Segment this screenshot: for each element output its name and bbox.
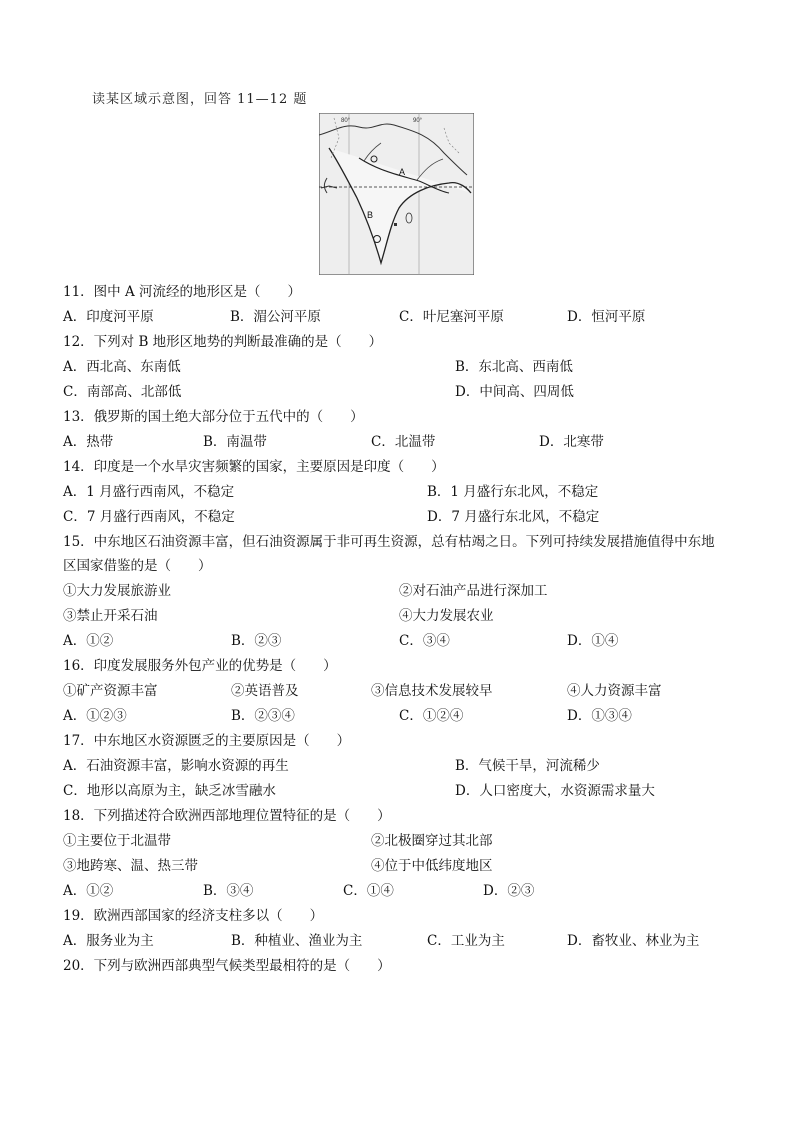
question-16-statement-2: ②英语普及 <box>231 683 299 699</box>
question-17-stem: 17．中东地区水资源匮乏的主要原因是（ ） <box>63 733 351 749</box>
question-18-option-b[interactable]: B．③④ <box>203 883 254 899</box>
question-18-option-d[interactable]: D．②③ <box>483 883 535 899</box>
question-15-option-c[interactable]: C．③④ <box>399 633 450 649</box>
question-16-statement-4: ④人力资源丰富 <box>567 683 662 699</box>
question-18-statement-4: ④位于中低纬度地区 <box>371 858 493 874</box>
question-18-statement-3: ③地跨寒、温、热三带 <box>63 858 198 874</box>
question-12-option-a[interactable]: A．西北高、东南低 <box>63 359 181 375</box>
question-15-statement-4: ④大力发展农业 <box>399 608 494 624</box>
map-label-b: B <box>367 210 374 220</box>
question-15-stem-line2: 区国家借鉴的是（ ） <box>63 558 212 574</box>
question-13-stem: 13．俄罗斯的国土绝大部分位于五代中的（ ） <box>63 409 364 425</box>
region-map <box>319 113 474 275</box>
question-11-option-b[interactable]: B．湄公河平原 <box>230 309 321 325</box>
question-13-option-a[interactable]: A．热带 <box>63 434 114 450</box>
question-13-option-b[interactable]: B．南温带 <box>203 434 267 450</box>
question-15-statement-3: ③禁止开采石油 <box>63 608 158 624</box>
question-16-option-a[interactable]: A．①②③ <box>63 708 127 724</box>
question-14-option-c[interactable]: C．7 月盛行西南风，不稳定 <box>63 509 235 525</box>
question-11-option-c[interactable]: C．叶尼塞河平原 <box>399 309 504 325</box>
question-13-option-c[interactable]: C．北温带 <box>371 434 436 450</box>
question-16-statement-1: ①矿产资源丰富 <box>63 683 158 699</box>
question-13-option-d[interactable]: D．北寒带 <box>539 434 604 450</box>
question-12-option-c[interactable]: C．南部高、北部低 <box>63 384 182 400</box>
question-17-option-c[interactable]: C．地形以高原为主，缺乏冰雪融水 <box>63 783 276 799</box>
question-19-option-c[interactable]: C．工业为主 <box>427 933 505 949</box>
question-11-stem: 11．图中 A 河流经的地形区是（ ） <box>63 284 302 300</box>
question-15-stem-line1: 15．中东地区石油资源丰富，但石油资源属于非可再生资源，总有枯竭之日。下列可持续发展措施值得中东地 <box>63 534 715 550</box>
question-16-stem: 16．印度发展服务外包产业的优势是（ ） <box>63 658 337 674</box>
question-17-option-d[interactable]: D．人口密度大，水资源需求量大 <box>455 783 655 799</box>
question-11-option-d[interactable]: D．恒河平原 <box>567 309 646 325</box>
question-12-stem: 12．下列对 B 地形区地势的判断最准确的是（ ） <box>63 334 383 350</box>
intro-text: 读某区域示意图，回答 11—12 题 <box>92 92 308 107</box>
question-19-stem: 19．欧洲西部国家的经济支柱多以（ ） <box>63 908 324 924</box>
question-18-stem: 18．下列描述符合欧洲西部地理位置特征的是（ ） <box>63 808 391 824</box>
question-17-option-b[interactable]: B．气候干旱，河流稀少 <box>455 758 600 774</box>
question-12-option-b[interactable]: B．东北高、西南低 <box>455 359 573 375</box>
question-19-option-d[interactable]: D．畜牧业、林业为主 <box>567 933 700 949</box>
question-15-option-b[interactable]: B．②③ <box>231 633 282 649</box>
question-18-option-c[interactable]: C．①④ <box>343 883 394 899</box>
question-19-option-b[interactable]: B．种植业、渔业为主 <box>231 933 363 949</box>
question-15-statement-2: ②对石油产品进行深加工 <box>399 583 548 599</box>
question-18-statement-2: ②北极圈穿过其北部 <box>371 833 493 849</box>
question-16-option-b[interactable]: B．②③④ <box>231 708 295 724</box>
question-18-statement-1: ①主要位于北温带 <box>63 833 171 849</box>
map-lon-label: 90° <box>413 118 423 124</box>
question-19-option-a[interactable]: A．服务业为主 <box>63 933 154 949</box>
question-16-option-d[interactable]: D．①③④ <box>567 708 632 724</box>
map-label-a: A <box>399 167 406 177</box>
question-15-statement-1: ①大力发展旅游业 <box>63 583 171 599</box>
question-15-option-d[interactable]: D．①④ <box>567 633 619 649</box>
question-14-option-d[interactable]: D．7 月盛行东北风，不稳定 <box>427 509 600 525</box>
question-14-stem: 14．印度是一个水旱灾害频繁的国家，主要原因是印度（ ） <box>63 459 445 475</box>
question-15-option-a[interactable]: A．①② <box>63 633 114 649</box>
question-20-stem: 20．下列与欧洲西部典型气候类型最相符的是（ ） <box>63 958 391 974</box>
question-14-option-b[interactable]: B．1 月盛行东北风，不稳定 <box>427 484 599 500</box>
question-16-option-c[interactable]: C．①②④ <box>399 708 464 724</box>
question-16-statement-3: ③信息技术发展较早 <box>371 683 493 699</box>
question-12-option-d[interactable]: D．中间高、四周低 <box>455 384 574 400</box>
question-18-option-a[interactable]: A．①② <box>63 883 114 899</box>
map-lon-label: 80° <box>341 118 351 124</box>
question-17-option-a[interactable]: A．石油资源丰富，影响水资源的再生 <box>63 758 289 774</box>
question-11-option-a[interactable]: A．印度河平原 <box>63 309 154 325</box>
question-14-option-a[interactable]: A．1 月盛行西南风，不稳定 <box>63 484 235 500</box>
